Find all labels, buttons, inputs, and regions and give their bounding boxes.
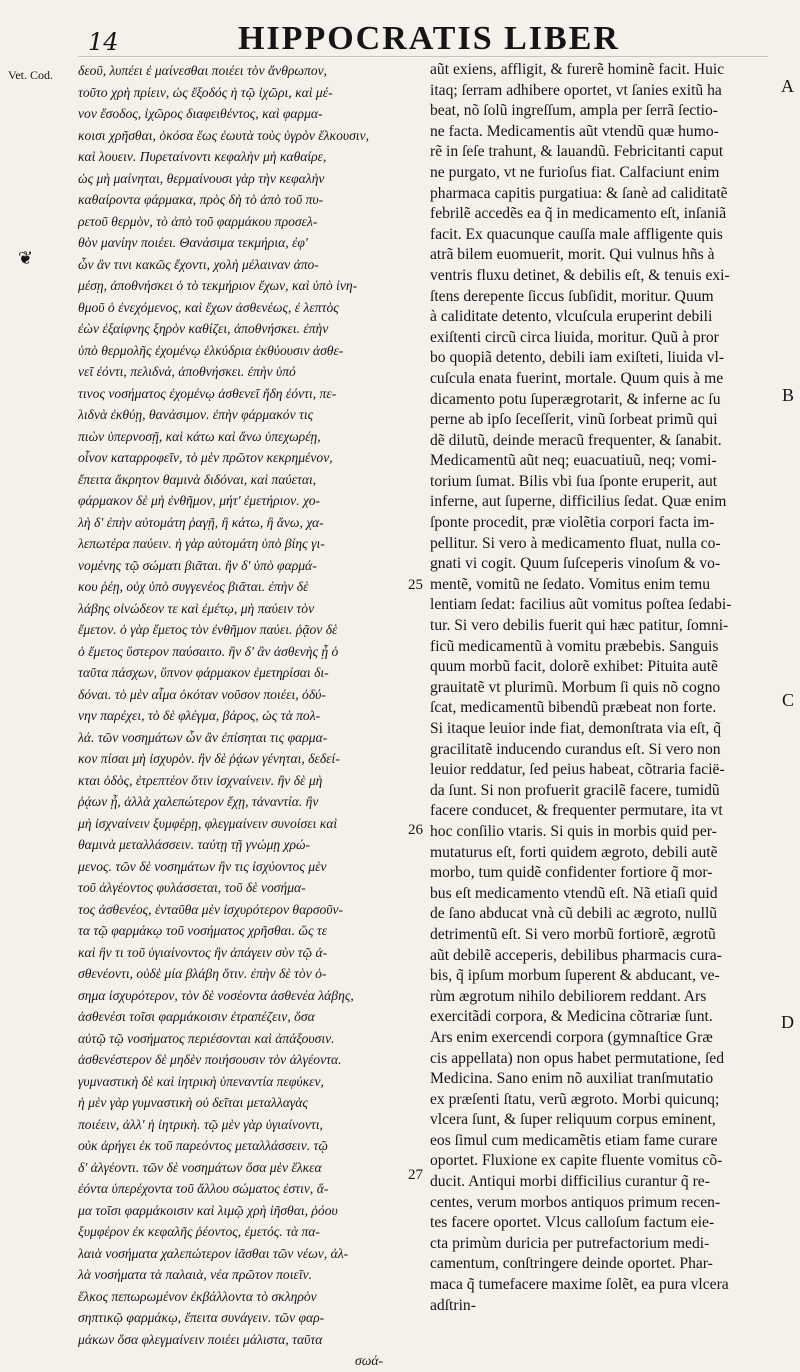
latin-text-line: detrimentũ eſt. Si vero morbũ fortiorẽ, ægrotũ	[430, 925, 716, 943]
latin-text-line: gnati vi cogit. Quum ſuſceperis vinoſum & vo-	[430, 555, 721, 573]
latin-text-line: de ſano abducat vnà cũ debili ac ægroto, nullũ	[430, 905, 718, 923]
latin-text-line: exercitãdi corpora, & Medicina cõtrariæ ſunt.	[430, 1008, 713, 1026]
latin-text-line: mutaturus eſt, forti quidem ægroto, debili autẽ	[430, 843, 718, 861]
latin-text-line: ducit. Antiqui morbi difficilius curantur q̃ re-	[430, 1173, 710, 1191]
latin-text-line: facere conducet, & frequenter permutare, ita vt	[430, 802, 723, 820]
greek-text-line: ἐὼν ἐξαίφνης ξηρὸν καθίζει, ἀποθνήσκει. ἐπὴν	[78, 321, 329, 336]
latin-text-line: ſponte procedit, præ violẽtia corpori facta im-	[430, 514, 715, 532]
greek-text-line: λιδνὰ ἐκθύῃ, θανάσιμον. ἐπὴν φάρμακόν τις	[78, 407, 314, 422]
greek-text-line: τινος νοσήματος ἐχομένῳ ἀσθενεῖ ἤδη ἐόντι, πε-	[78, 385, 337, 401]
greek-text-line: θμοῦ ὁ ἐνεχόμενος, καὶ ἔχων ἀσθενέως, ἐ λεπτὸς	[78, 299, 339, 315]
greek-text-line: ξυμφέρον ἐκ κεφαλῆς ῥέοντος, ἐμετός. τὰ πα-	[78, 1224, 320, 1239]
greek-text-line: ἀσθενέστερον δὲ μηδὲν ποιήσουσιν τὸν ἀλγέοντα.	[78, 1052, 342, 1067]
greek-text-line: σημα ἰσχυρότερον, τὸν δὲ νοσέοντα ἀσθενέα λάβης,	[78, 987, 354, 1003]
greek-text-line: μέσῃ, ἀποθνήσκει ὁ τὸ τεκμήριον ἔχων, καὶ ὑπὸ ἰνη-	[78, 278, 358, 293]
latin-text-line: itaq; ſerram adhibere oportet, vt ſanies exitũ ha	[430, 81, 722, 99]
greek-text-line: οὐκ ἀρήγει ἐκ τοῦ παρεόντος μεταλλάσσειν. τῷ	[78, 1138, 328, 1153]
latin-text-line: rẽ in ſeſe trahunt, & lauandũ. Febricitanti caput	[430, 143, 724, 161]
section-marker-d: D	[781, 1012, 794, 1032]
greek-text-line: νον ἔσοδος, ἰχῶρος διαφειθέντος, καὶ φαρμα-	[78, 106, 323, 121]
latin-text-line: ne purgato, vt ne furioſus fiat. Calfaciunt enim	[430, 163, 720, 181]
latin-text-line: tur. Si vero debilis fuerit qui hæc patitur, ſomni-	[430, 617, 729, 635]
greek-text-line: σωά-	[355, 1353, 383, 1368]
latin-text-line: cta primùm duricia per putrefactorium medi-	[430, 1234, 710, 1252]
latin-text-line: rùm ægrotum nihilo debiliorem reddant. Ars	[430, 987, 707, 1005]
latin-text-line: ex præſenti ſtatu, verũ ægroto. Morbi quicunq;	[430, 1090, 720, 1108]
section-marker-a: A	[781, 76, 794, 96]
latin-text-line: eos ſimul cum medicamẽtis etiam fame curare	[430, 1131, 718, 1149]
greek-text-line: ὡς μὴ μαίνηται, θερμαίνουσι γὰρ τὴν κεφαλὴν	[78, 170, 325, 186]
latin-text-line: inferne, aut ſuperne, difficilius ſedat. Quæ enim	[430, 493, 727, 511]
latin-text-column	[430, 60, 765, 1316]
greek-text-line: ῥᾴων ᾖ, ἀλλὰ χαλεπώτερον ἔχῃ, τἀναντία. ἢν	[78, 794, 319, 809]
greek-text-line: κου ῥέῃ, οὐχ ὑπὸ συγγενέος βιᾶται. ἐπὴν δὲ	[78, 579, 309, 594]
greek-text-line: τα τῷ φαρμάκῳ τοῦ νοσήματος χρῆσθαι. ὥς τε	[78, 923, 328, 938]
latin-text-line: Ars enim exercendi corpora (gymnaſtice Græ	[430, 1028, 713, 1046]
greek-text-line: θὸν μανίην ποιέει. Θανάσιμα τεκμήρια, ἐφ'	[78, 235, 308, 250]
greek-text-line: δόναι. τὸ μὲν αἷμα ὁκόταν νοῦσον ποιέει, ὀδύ-	[78, 686, 326, 702]
aphorism-number-25: 25	[408, 577, 423, 593]
latin-text-line: cuſcula enata fuerint, mortale. Quum quis à me	[430, 369, 724, 387]
greek-text-line: λὰ νοσήματα τὰ παλαιὰ, νέα πρῶτον ποιεῖν.	[78, 1267, 313, 1282]
greek-text-line: τοῦ ἀλγέοντος φυλάσσεται, τοῦ δὲ νοσήμα-	[78, 880, 306, 895]
latin-text-line: cis appellata) non opus habet permutatione, ſed	[430, 1049, 725, 1067]
greek-text-line: ρετοῦ θερμὸν, τὸ ἀπὸ τοῦ φαρμάκου προσελ-	[78, 213, 318, 229]
latin-text-line: ſcat, medicamentũ bibendũ præbeat non forte.	[430, 699, 717, 717]
latin-text-line: adſtrin-	[430, 1296, 476, 1314]
greek-text-line: καὶ ἢν τι τοῦ ὑγιαίνοντος ἢν ἀπάγειν σὺν τῷ ἀ-	[78, 944, 328, 960]
latin-text-line: Medicamentũ aũt neq; euacuatiuũ, neq; vomi-	[430, 452, 717, 470]
latin-text-line: vlcera ſunt, & ſuper reliquum corpus eminent,	[430, 1111, 716, 1129]
latin-text-line: tes facere oportet. Vlcus calloſum factum eie-	[430, 1214, 715, 1232]
latin-text-line: oportet. Fluxione ex capite fluente vomitus cõ-	[430, 1152, 723, 1170]
greek-text-line: αὐτῷ τῷ νοσήματος περιέσονται καὶ ἀπάξουσιν.	[78, 1030, 335, 1046]
greek-text-line: ἐόντα ὑπερέχοντα τοῦ ἄλλου σώματος ἐστιν, ἅ-	[78, 1181, 329, 1196]
greek-text-line: νομένης τῷ σώματι βιᾶται. ἢν δ' ὑπὸ φαρμά-	[78, 557, 317, 573]
latin-text-line: bis, q̃ ipſum morbum ſuperent & abducant, ve-	[430, 967, 720, 985]
greek-text-line: καθαίροντα φάρμακα, πρὸς δὴ τὸ ἀπὸ τοῦ πυ-	[78, 192, 324, 207]
greek-text-line: κον πίσαι μὴ ἰσχυρὸν. ἢν δὲ ῥᾴων γένηται, δεδεί-	[78, 751, 340, 766]
greek-text-line: πιὼν ὑπερνοσῇ, καὶ κάτω καὶ ἄνω ὑπεχωρέῃ,	[78, 428, 321, 444]
latin-text-line: maca q̃ tumefacere maxime ſolẽt, ea pura vlcera	[430, 1276, 729, 1294]
greek-text-column	[78, 60, 423, 1372]
greek-text-line: λαιὰ νοσήματα χαλεπώτερον ἰᾶσθαι τῶν νέων, ἀλ-	[78, 1245, 349, 1261]
greek-text-line: μα τοῖσι φαρμάκοισιν καὶ λιμῷ χρὴ ἰῆσθαι, ῥόου	[78, 1202, 338, 1218]
greek-text-line: μὴ ἰσχναίνειν ξυμφέρῃ, φλεγμαίνειν συνοίσει καὶ	[78, 815, 338, 831]
greek-text-line: φάρμακον δὲ μὴ ἐνθῆμον, μήτ' ἐμετήριον. χο-	[78, 493, 321, 508]
latin-text-line: à caliditate detento, vlcuſcula eruperint debili	[430, 308, 713, 326]
latin-text-line: hoc conſilio vtaris. Si quis in morbis quid per-	[430, 822, 717, 840]
greek-text-line: δεοῦ, λυπέει ἐ μαίνεσθαι ποιέει τὸν ἄνθρωπον,	[78, 63, 328, 78]
greek-text-line: λὴ δ' ἐπὴν αὐτομάτη ῥαγῇ, ἢ κάτω, ἢ ἄνω, χα-	[78, 514, 324, 530]
greek-text-line: καὶ λουειν. Πυρεταίνοντι κεφαλὴν μὴ καθαίρε,	[78, 149, 327, 164]
page-number: 14	[88, 28, 119, 56]
latin-text-line: perne ab ipſo ſeceſſerit, vinũ ſorbeat primũ qui	[430, 411, 718, 429]
greek-text-line: κοισι χρῆσθαι, ὁκόσα ἕως ἐωυτὰ τοὺς ὑγρὸν ἕλκουσιν,	[78, 127, 370, 143]
latin-text-line: facit. Ex quacunque cauſſa male affligente quis	[430, 225, 723, 243]
greek-text-line: ὧν ἂν τινι κακῶς ἔχοντι, χολὴ μέλαιναν ἀπο-	[78, 256, 319, 272]
latin-text-line: dẽ dilutũ, deinde meracũ frequenter, & ſanabit.	[430, 431, 722, 449]
greek-text-line: ἔμετον. ὁ γὰρ ἔμετος τὸν ἐνθῆμον παύει. ῥᾷον δὲ	[78, 622, 338, 637]
latin-text-line: lentiam ſedat: facilius aũt vomitus poſtea ſedabi-	[430, 596, 732, 614]
latin-text-line: ficũ medicamentũ à vomitu præbebis. Sanguis	[430, 637, 719, 655]
latin-text-line: gracilitatẽ inducendo curandus eſt. Si vero non	[430, 740, 721, 758]
greek-text-line: σθενέοντι, οὐδὲ μία βλάβη ὅτιν. ἐπὴν δὲ τὸν ὀ-	[78, 966, 327, 981]
greek-text-line: γυμναστικὴ δὲ καὶ ἰητρικὴ ὑπεναντία πεφύκεν,	[78, 1073, 324, 1089]
section-marker-b: B	[781, 385, 794, 405]
greek-text-line: ἡ μὲν γὰρ γυμναστικὴ οὐ δεῖται μεταλλαγὰς	[78, 1095, 308, 1110]
greek-text-line: νεῖ ἐόντι, πελιδνά, ἀποθνήσκει. ἐπὴν ὑπό	[78, 364, 296, 379]
greek-text-line: ἔπειτα ἄκρητον θαμινὰ διδόναι, καὶ παύεται,	[78, 471, 317, 487]
latin-text-line: Si itaque leuior inde fiat, demonſtrata via eſt, q̃	[430, 720, 721, 737]
margin-note-vet-cod: Vet. Cod.	[8, 68, 53, 82]
latin-text-line: febrilẽ accedẽs ea q̃ in medicamento eſt, inſaniã	[430, 205, 727, 223]
latin-text-line: atrã bilem euomuerit, morit. Qui vulnus hñs à	[430, 246, 715, 264]
greek-text-line: οἶνον καταρροφεῖν, τὸ μὲν πρῶτον κεκρημένον,	[78, 450, 333, 465]
greek-text-line: λά. τῶν νοσημάτων ὧν ἂν ἐπίσηται τις φαρμα-	[78, 729, 328, 745]
latin-text-line: beat, nõ ſolũ ingreſſum, ampla per ſerrã ſectio-	[430, 102, 718, 120]
latin-text-line: torium ſumat. Bilis vbi ſua ſponte eruperit, aut	[430, 472, 718, 490]
latin-text-line: leuior reddatur, ſed peius habeat, cõtraria facië-	[430, 761, 725, 779]
section-marker-c: C	[781, 690, 794, 710]
latin-text-line: pharmaca capitis purgatiua: & ſanè ad caliditatẽ	[430, 184, 728, 202]
latin-text-line: bus eſt medicamento vtendũ eſt. Nã etiaſi quid	[430, 884, 718, 902]
greek-text-line: ὑπὸ θερμολῆς ἐχομένῳ ἑλκύδρια ἐκθύουσιν ἀσθε-	[78, 342, 344, 358]
latin-text-line: aũt exiens, affligit, & furerẽ hominẽ facit. Huic	[430, 61, 725, 78]
page-header	[0, 14, 800, 60]
greek-text-line: ἀσθενέσι τοῖσι φαρμάκοισιν ἐτραπέζειν, ὅσα	[78, 1009, 315, 1024]
latin-text-line: da ſunt. Si non profuerit gracilẽ facere, tumidũ	[430, 781, 720, 799]
latin-text-line: aũt debilẽ acceperis, debilibus pharmacis cura-	[430, 946, 722, 964]
greek-text-line: τοῦτο χρὴ πρίειν, ὡς ἔξοδός ἡ τῷ ἰχῶρι, καὶ μέ-	[78, 84, 333, 100]
latin-text-line: ſtens derepente ſiccus ſubſidit, moritur. Quum	[430, 287, 714, 305]
greek-text-line: νην παρέχει, τὸ δὲ φλέγμα, βάρος, ὡς τὰ πολ-	[78, 708, 321, 723]
latin-text-line: grauitatẽ vt plurimũ. Morbum ſi quis nõ cogno	[430, 678, 721, 696]
greek-text-line: λάβης οἰνώδεον τε καὶ ἐμέτῳ, μὴ παύειν τὸν	[78, 600, 315, 616]
latin-text-line: ne facta. Medicamentis aũt vtendũ quæ humo-	[430, 122, 719, 140]
greek-text-line: δ' ἀλγέοντι. τῶν δὲ νοσημάτων ὅσα μὲν ἕλκεα	[78, 1159, 322, 1175]
greek-text-line: μάκων ὅσα φλεγμαίνειν ποιέει μάλιστα, ταῦτα	[78, 1331, 323, 1347]
greek-text-line: τος ἀσθενέος, ἐνταῦθα μὲν ἰσχυρότερον θαρσοῦν-	[78, 901, 344, 917]
latin-text-line: mentẽ, vomitũ ne ſedato. Vomitus enim temu	[430, 575, 711, 593]
latin-text-line: pellitur. Si vero à medicamento fluat, nulla co-	[430, 534, 721, 552]
latin-text-line: Medicina. Sano enim nõ auxiliat tranſmutatio	[430, 1070, 714, 1088]
greek-text-line: μενος. τῶν δὲ νοσημάτων ἢν τις ἰσχύοντος μὲν	[78, 858, 327, 874]
latin-text-line: bo quopiã detento, debili iam exiſteti, liuida vl-	[430, 349, 725, 367]
latin-text-line: ventris fluxu detinet, & debilis eſt, & tenuis exi-	[430, 266, 730, 284]
latin-text-line: exiſtenti circũ circa liuida, moritur. Quũ à pror	[430, 328, 719, 346]
latin-text-line: camentum, conſtringere deinde oportet. Phar-	[430, 1255, 713, 1273]
running-title: HIPPOCRATIS LIBER	[238, 20, 620, 57]
aphorism-number-27: 27	[408, 1167, 423, 1183]
greek-text-line: σηπτικῷ φαρμάκῳ, ἔπειτα συνάγειν. τῶν φαρ-	[78, 1310, 325, 1325]
latin-text-line: quum morbũ facit, dolorẽ exhibet: Pituita autẽ	[430, 658, 718, 676]
greek-text-line: ὁ ἔμετος ὕστερον παύσαιτο. ἢν δ' ἂν ἀσθενὴς ᾖ ὁ	[78, 643, 339, 659]
latin-text-line: morbo, tum quidẽ confidenter fortiore q̃ mor-	[430, 864, 713, 882]
latin-text-line: dicamento potu ſuperægrotarit, & inferne ac ſu	[430, 390, 721, 408]
aphorism-number-26: 26	[408, 822, 423, 838]
greek-text-line: ταῦτα πάσχων, ὕπνον φάρμακον ἐμετηρίσαι δι-	[78, 665, 329, 680]
margin-ornament-icon: ❦	[18, 248, 34, 269]
greek-text-line: λεπωτέρα παύειν. ἡ γὰρ αὐτομάτη ὑπὸ βίης γι-	[78, 536, 325, 551]
greek-text-line: κται ὁδὸς, ἐτρεπτέον ὅτιν ἰσχναίνειν. ἢν δὲ μὴ	[78, 772, 323, 788]
latin-text-line: centes, verum morbos antiquos primum recen-	[430, 1193, 721, 1211]
greek-text-line: ἕλκος πεπωρωμένον ἐκβάλλοντα τὸ σκληρὸν	[78, 1288, 317, 1304]
greek-text-line: θαμινὰ μεταλλάσσειν. ταύτῃ τῇ γνώμῃ χρώ-	[78, 837, 311, 852]
greek-text-line: ποιέειν, ἀλλ' ἡ ἰητρικὴ. τῷ μὲν γὰρ ὑγιαίνοντι,	[78, 1116, 323, 1132]
